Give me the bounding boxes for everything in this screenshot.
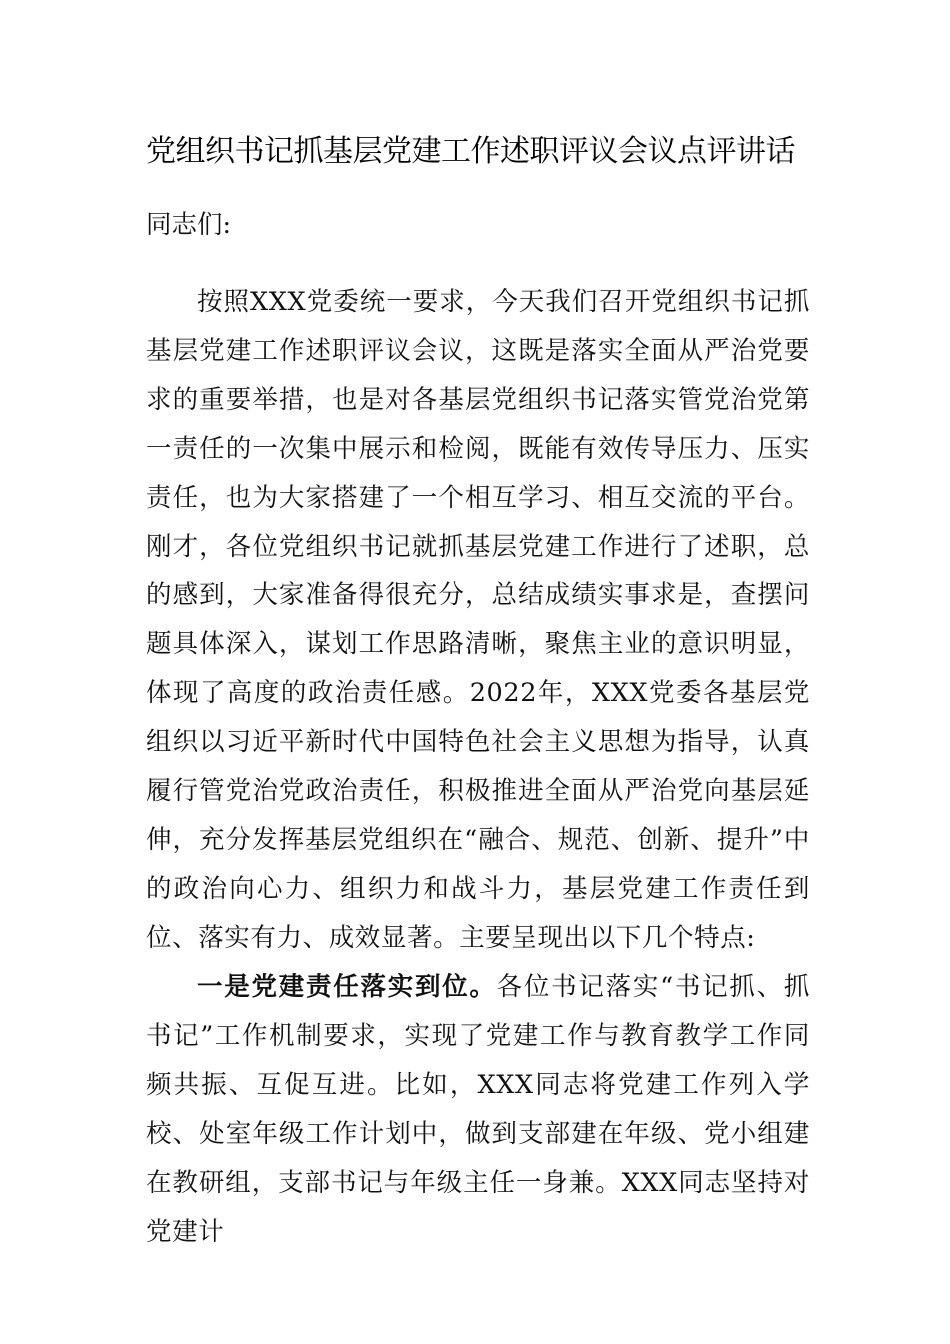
salutation: 同志们: <box>146 210 232 240</box>
point-one-heading: 一是党建责任落实到位。 <box>197 972 497 1002</box>
document-title: 党组织书记抓基层党建工作述职评议会议点评讲话 <box>146 134 795 169</box>
paragraph-point-one <box>146 963 810 1256</box>
paragraph-intro: 按照XXX党委统一要求，今天我们召开党组织书记抓基层党建工作述职评议会议，这既是落实全面从严治党要求的重要举措，也是对各基层党组织书记落实管党治党第一责任的一次集中展示和检阅，既能有效传导压力、压实责任，也为大家搭建了一个相互学习、相互交流的平台。刚才，各位党组织书记就抓基层党建工作进行了述职，总的感到，大家准备得很充分，总结成绩实事求是，查摆问题具体深入，谋划工作思路清晰，聚焦主业的意识明显，体现了高度的政治责任感。2022年，XXX党委各基层党组织以习近平新时代中国特色社会主义思想为指导，认真履行管党治党政治责任，积极推进全面从严治党向基层延伸，充分发挥基层党组织在“融合、规范、创新、提升”中的政治向心力、组织力和战斗力，基层党建工作责任到位、落实有力、成效显著。主要呈现出以下几个特点: <box>146 287 810 953</box>
point-one-text: 各位书记落实“书记抓、抓书记”工作机制要求，实现了党建工作与教育教学工作同频共振、互促互进。比如，XXX同志将党建工作列入学校、处室年级工作计划中，做到支部建在年级、党小组建在教研组，支部书记与年级主任一身兼。XXX同志坚持对党建计 <box>146 972 810 1247</box>
